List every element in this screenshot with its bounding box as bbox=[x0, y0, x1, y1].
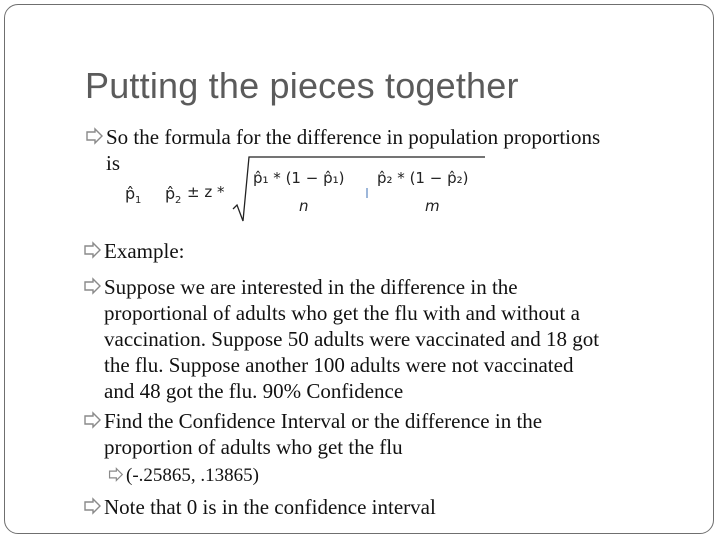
hollow-arrow-bullet-icon bbox=[107, 466, 127, 486]
formula-p1-sub: 1 bbox=[135, 195, 142, 206]
bullet-find-ci bbox=[104, 408, 542, 460]
hollow-arrow-bullet-icon bbox=[82, 240, 102, 260]
difference-proportion-formula bbox=[123, 155, 493, 229]
bullet-line: and 48 got the flu. 90% Confidence bbox=[104, 379, 404, 403]
formula-p1: p̂ bbox=[125, 184, 136, 203]
bullet-example bbox=[104, 238, 184, 264]
formula-p2: p̂ bbox=[165, 184, 176, 203]
slide-frame bbox=[4, 4, 714, 534]
hollow-arrow-bullet-icon bbox=[84, 126, 104, 146]
slide-title: Putting the pieces together bbox=[85, 65, 519, 106]
formula-pm-z: ± z * bbox=[187, 183, 225, 201]
formula-num2: p̂₂ * (1 − p̂₂) bbox=[377, 169, 469, 187]
bullet-line: Find the Confidence Interval or the difference in the bbox=[104, 409, 543, 433]
bullet-line: proportional of adults who get the flu with and without a bbox=[104, 301, 580, 325]
confidence-interval-value: (-.25865, .13865) bbox=[126, 465, 259, 486]
bullet-line: the flu. Suppose another 100 adults were not vaccinated bbox=[104, 353, 574, 377]
hollow-arrow-bullet-icon bbox=[82, 496, 102, 516]
bullet-line: proportion of adults who get the flu bbox=[104, 435, 403, 459]
formula-den1: n bbox=[299, 197, 309, 215]
bullet-suppose bbox=[104, 274, 599, 404]
formula-den2: m bbox=[425, 197, 440, 215]
formula-num1: p̂₁ * (1 − p̂₁) bbox=[253, 169, 345, 187]
sqrt-sign bbox=[233, 157, 485, 221]
intro-line-2: is bbox=[106, 151, 121, 175]
bullet-line: vaccination. Suppose 50 adults were vaccinated and 18 got bbox=[104, 327, 600, 351]
hollow-arrow-bullet-icon bbox=[82, 410, 102, 430]
bullet-line: Suppose we are interested in the difference in the bbox=[104, 275, 518, 299]
bullet-note bbox=[104, 494, 436, 520]
intro-line-1: So the formula for the difference in population proportions bbox=[106, 125, 601, 149]
bullet-line: Note that 0 is in the confidence interval bbox=[104, 495, 436, 519]
formula-p2-sub: 2 bbox=[175, 195, 182, 206]
bullet-line: Example: bbox=[104, 239, 185, 263]
sub-bullet-interval bbox=[126, 463, 259, 489]
hollow-arrow-bullet-icon bbox=[82, 276, 102, 296]
